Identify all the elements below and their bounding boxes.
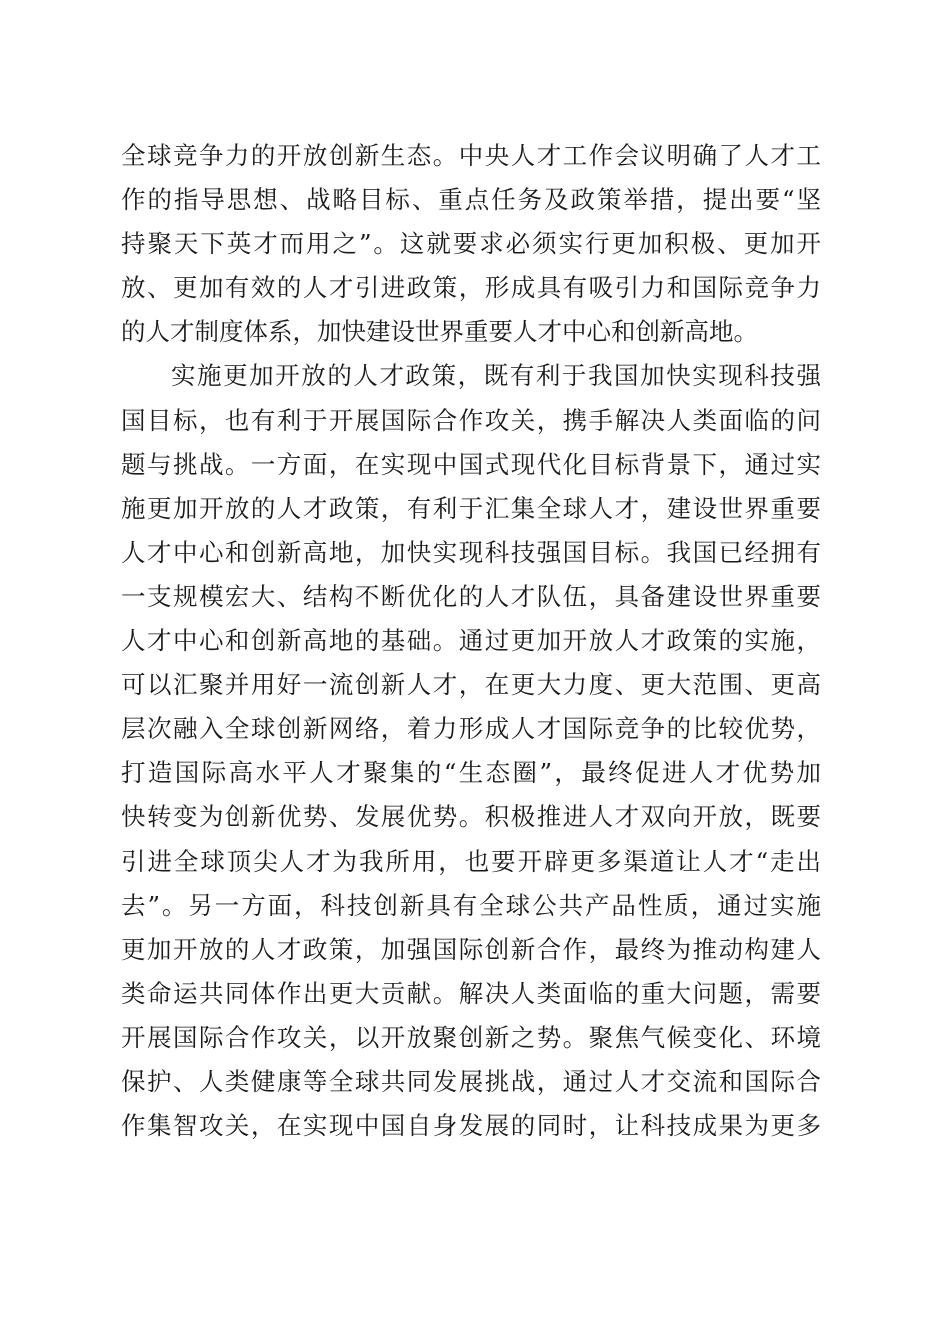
text-line: 引进全球顶尖人才为我所用，也要开辟更多渠道让人才“走出 (121, 846, 821, 876)
text-line: 作的指导思想、战略目标、重点任务及政策举措，提出要“坚 (121, 185, 821, 215)
paragraph-1 (121, 134, 831, 354)
text-line: 类命运共同体作出更大贡献。解决人类面临的重大问题，需要 (121, 978, 821, 1008)
text-line: 施更加开放的人才政策，有利于汇集全球人才，建设世界重要 (121, 493, 821, 523)
text-line: 持聚天下英才而用之”。这就要求必须实行更加积极、更加开 (121, 229, 821, 259)
text-line: 可以汇聚并用好一流创新人才，在更大力度、更大范围、更高 (121, 670, 821, 700)
text-line: 人才中心和创新高地，加快实现科技强国目标。我国已经拥有 (121, 537, 821, 567)
text-line: 快转变为创新优势、发展优势。积极推进人才双向开放，既要 (121, 802, 821, 832)
text-line: 保护、人类健康等全球共同发展挑战，通过人才交流和国际合 (121, 1066, 821, 1096)
body-text (121, 134, 831, 1148)
text-line: 全球竞争力的开放创新生态。中央人才工作会议明确了人才工 (121, 141, 821, 170)
text-line: 去”。另一方面，科技创新具有全球公共产品性质，通过实施 (121, 890, 821, 920)
text-line: 一支规模宏大、结构不断优化的人才队伍，具备建设世界重要 (121, 581, 821, 611)
text-line: 作集智攻关，在实现中国自身发展的同时，让科技成果为更多 (121, 1111, 821, 1141)
text-line: 更加开放的人才政策，加强国际创新合作，最终为推动构建人 (121, 934, 821, 964)
paragraph-2 (121, 354, 831, 1148)
text-line: 实施更加开放的人才政策，既有利于我国加快实现科技强 (171, 361, 821, 391)
text-line: 打造国际高水平人才聚集的“生态圈”，最终促进人才优势加 (121, 758, 821, 788)
text-line: 放、更加有效的人才引进政策，形成具有吸引力和国际竞争力 (121, 273, 821, 303)
text-line: 题与挑战。一方面，在实现中国式现代化目标背景下，通过实 (121, 449, 821, 479)
text-line: 人才中心和创新高地的基础。通过更加开放人才政策的实施， (121, 626, 821, 656)
text-line: 开展国际合作攻关，以开放聚创新之势。聚焦气候变化、环境 (121, 1022, 821, 1052)
text-line: 的人才制度体系，加快建设世界重要人才中心和创新高地。 (121, 317, 758, 347)
text-line: 层次融入全球创新网络，着力形成人才国际竞争的比较优势， (121, 714, 821, 744)
text-line: 国目标，也有利于开展国际合作攻关，携手解决人类面临的问 (121, 405, 821, 435)
